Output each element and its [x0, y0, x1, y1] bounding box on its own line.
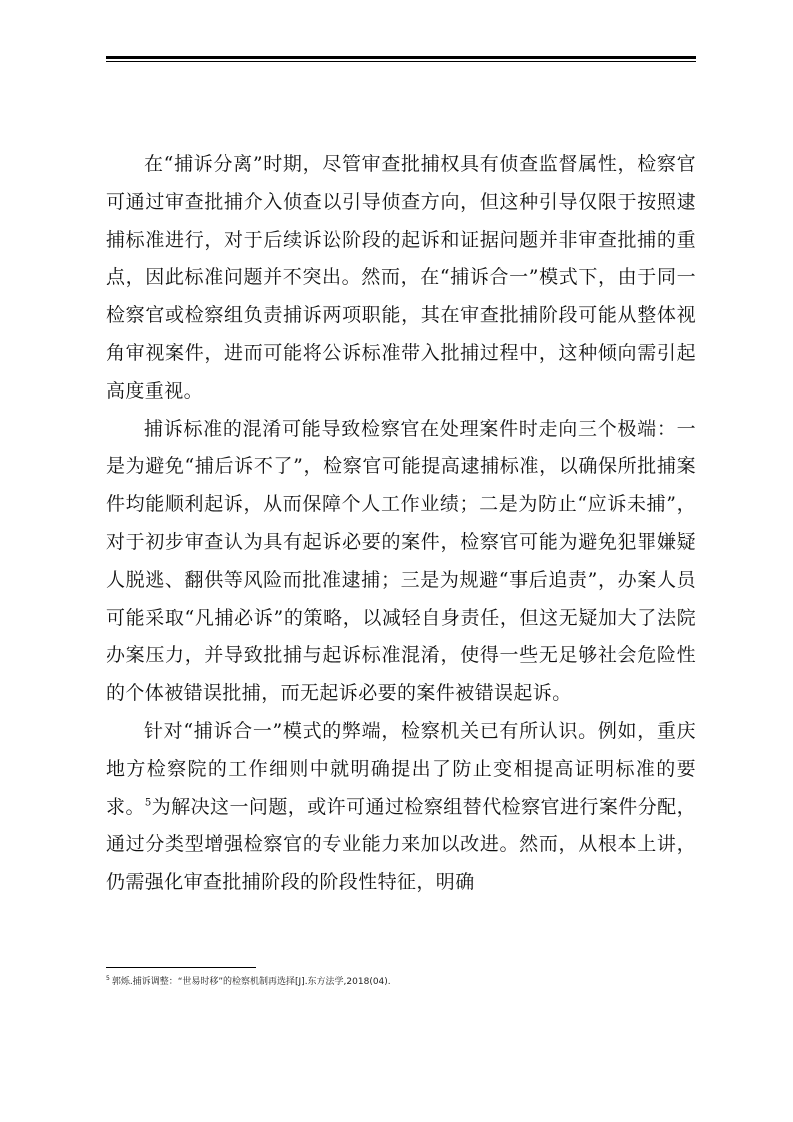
- paragraph-3: [106, 713, 696, 902]
- footnote-separator: [106, 967, 256, 968]
- header-rule: [106, 56, 696, 59]
- footnote-reference[interactable]: 5: [144, 797, 152, 809]
- body-text: [106, 146, 696, 902]
- footnote-number: 5: [106, 975, 110, 982]
- paragraph-1: 在“捕诉分离”时期，尽管审查批捕权具有侦查监督属性，检察官可通过审查批捕介入侦查以引导侦查方向，但这种引导仅限于按照逮捕标准进行，对于后续诉讼阶段的起诉和证据问题并非审查批捕的重点，因此标准问题并不突出。然而，在“捕诉合一”模式下，由于同一检察官或检察组负责捕诉两项职能，其在审查批捕阶段可能从整体视角审视案件，进而可能将公诉标准带入批捕过程中，这种倾向需引起高度重视。: [106, 153, 696, 402]
- footnote: [106, 976, 696, 988]
- paragraph-2: 捕诉标准的混淆可能导致检察官在处理案件时走向三个极端：一是为避免“捕后诉不了”，检察官可能提高逮捕标准，以确保所批捕案件均能顺利起诉，从而保障个人工作业绩；二是为防止“应诉未捕”，对于初步审查认为具有起诉必要的案件，检察官可能为避免犯罪嫌疑人脱逃、翻供等风险而批准逮捕；三是为规避“事后追责”，办案人员可能采取“凡捕必诉”的策略，以减轻自身责任，但这无疑加大了法院办案压力，并导致批捕与起诉标准混淆，使得一些无足够社会危险性的个体被错误批捕，而无起诉必要的案件被错误起诉。: [106, 417, 696, 705]
- header-rule-thin: [106, 61, 696, 62]
- paragraph-3-before: 针对“捕诉合一”模式的弊端，检察机关已有所认识。例如，重庆地方检察院的工作细则中就明确提出了防止变相提高证明标准的要求。: [106, 719, 696, 818]
- paragraph-3-after: 为解决这一问题，或许可通过检察组替代检察官进行案件分配，通过分类型增强检察官的专业能力来加以改进。然而，从根本上讲，仍需强化审查批捕阶段的阶段性特征，明确: [106, 795, 696, 894]
- footnote-text: 郭烁.捕诉调整：“世易时移”的检察机制再选择[J].东方法学,2018(04).: [111, 977, 391, 987]
